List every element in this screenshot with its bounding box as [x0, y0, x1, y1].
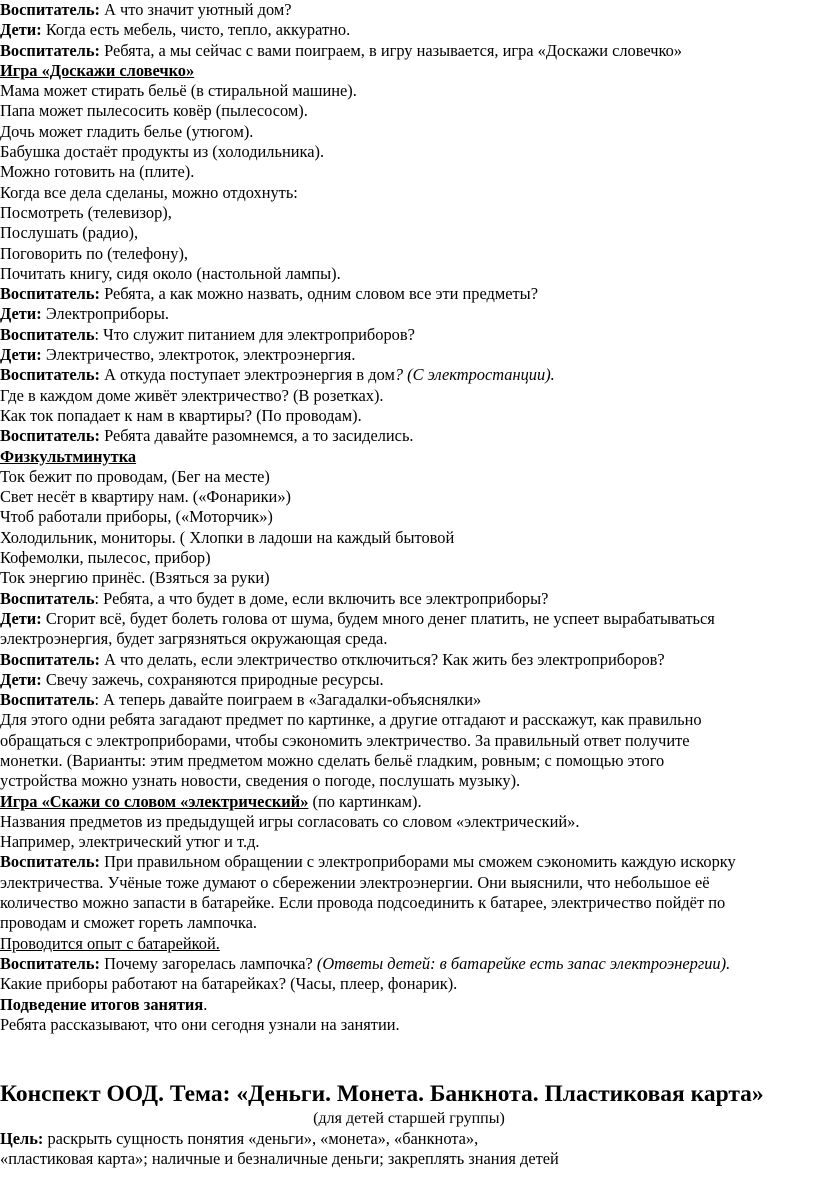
dialogue-line: [0, 690, 816, 710]
text-line: Где в каждом доме живёт электричество? (В розетках).: [0, 385, 384, 405]
verse-line: Ток бежит по проводам, (Бег на месте): [0, 466, 270, 486]
dialogue-text: При правильном обращении с электроприборами мы сможем сэкономить каждую искорку: [99, 852, 736, 872]
dialogue-text: Электричество, электроток, электроэнергия.: [41, 345, 356, 365]
dialogue-text: Электроприборы.: [41, 304, 169, 324]
verse-line: Свет несёт в квартиру нам. («Фонарики»): [0, 487, 291, 507]
dialogue-text: Свечу зажечь, сохраняются природные ресурсы.: [41, 669, 384, 689]
game-heading-line: [0, 792, 816, 812]
verse-line: Кофемолки, пылесос, прибор): [0, 548, 211, 568]
game-line: Папа может пылесосить ковёр (пылесосом).: [0, 101, 308, 121]
game-title: Игра «Доскажи словечко»: [0, 60, 195, 80]
dialogue-text: : А теперь давайте поиграем в «Загадалки-объяснялки»: [94, 690, 482, 710]
game-note: (по картинкам).: [308, 791, 422, 811]
speaker-label: Воспитатель: [0, 588, 95, 608]
dialogue-text: Ребята, а мы сейчас с вами поиграем, в игру называется, игра «Доскажи словечко»: [99, 40, 683, 60]
dialogue-line: [0, 954, 816, 974]
speaker-label: Дети:: [0, 20, 42, 40]
dialogue-text: А откуда поступает электроэнергия в дом: [99, 365, 395, 385]
dialogue-line: [0, 365, 816, 385]
game-line: Например, электрический утюг и т.д.: [0, 832, 260, 852]
dialogue-line: [0, 284, 816, 304]
speaker-label: Воспитатель:: [0, 365, 100, 385]
dialogue-text: Ребята давайте разомнемся, а то засиделись.: [99, 426, 414, 446]
dialogue-line: [0, 345, 816, 365]
dialogue-text: Когда есть мебель, чисто, тепло, аккуратно.: [41, 20, 351, 40]
verse-line: Чтоб работали приборы, («Моторчик»): [0, 507, 273, 527]
speaker-label: Воспитатель:: [0, 284, 100, 304]
italic-answer: (Ответы детей: в батарейке есть запас электроэнергии).: [316, 953, 731, 973]
speaker-label: Воспитатель: [0, 690, 95, 710]
goal-line: [0, 1129, 816, 1149]
dialogue-line: [0, 41, 816, 61]
paragraph-line: обращаться с электроприборами, чтобы сэкономить электричество. За правильный ответ получите: [0, 730, 690, 750]
game-line: Дочь может гладить белье (утюгом).: [0, 121, 254, 141]
dialogue-text: Сгорит всё, будет болеть голова от шума, будем много денег платить, не успеет вырабатываться: [41, 608, 715, 628]
speaker-label: Воспитатель:: [0, 953, 100, 973]
dialogue-text: А что делать, если электричество отключиться? Как жить без электроприборов?: [99, 649, 665, 669]
paragraph-line: монетки. (Варианты: этим предметом можно сделать бельё гладким, ровным; с помощью этого: [0, 750, 665, 770]
game-line: Послушать (радио),: [0, 223, 139, 243]
goal-line-2: «пластиковая карта»; наличные и безналичные деньги; закреплять знания детей: [0, 1149, 559, 1169]
speaker-label: Воспитатель:: [0, 852, 100, 872]
speaker-label: Воспитатель:: [0, 426, 100, 446]
dialogue-line: [0, 426, 816, 446]
game-line: Можно готовить на (плите).: [0, 162, 195, 182]
dialogue-line: [0, 20, 816, 40]
text-line: электроэнергия, будет загрязняться окружающая среда.: [0, 629, 388, 649]
game-title: Игра «Скажи со словом «электрический»: [0, 791, 309, 811]
spacer: [0, 1035, 816, 1075]
italic-answer: ? (С электростанции).: [394, 365, 555, 385]
summary-period: .: [203, 994, 208, 1014]
text-line: Как ток попадает к нам в квартиры? (По проводам).: [0, 405, 362, 425]
dialogue-text: А что значит уютный дом?: [99, 0, 292, 19]
paragraph-line: Для этого одни ребята загадают предмет по картинке, а другие отгадают и расскажут, как правильно: [0, 710, 702, 730]
summary-title: Подведение итогов занятия: [0, 994, 204, 1014]
dialogue-text: : Что служит питанием для электроприборов?: [94, 324, 415, 344]
dialogue-line: [0, 609, 816, 629]
dialogue-text: : Ребята, а что будет в доме, если включить все электроприборы?: [94, 588, 549, 608]
dialogue-line: [0, 670, 816, 690]
game-line: Бабушка достаёт продукты из (холодильника).: [0, 142, 325, 162]
speaker-label: Дети:: [0, 669, 42, 689]
experiment-line: Проводится опыт с батарейкой.: [0, 933, 220, 953]
game-line: Названия предметов из предыдущей игры согласовать со словом «электрический».: [0, 811, 580, 831]
speaker-label: Воспитатель: [0, 324, 95, 344]
goal-text: раскрыть сущность понятия «деньги», «монета», «банкнота»,: [43, 1129, 479, 1149]
paragraph-line: электричества. Учёные тоже думают о сбережении электроэнергии. Они выяснили, что небольшое её: [0, 872, 710, 892]
dialogue-text: Ребята, а как можно назвать, одним словом все эти предметы?: [99, 284, 538, 304]
dialogue-line: [0, 852, 816, 872]
dialogue-line: [0, 589, 816, 609]
dialogue-line: [0, 304, 816, 324]
speaker-label: Воспитатель:: [0, 40, 100, 60]
paragraph-line: количество можно запасти в батарейке. Если провода подсоединить к батарее, электричество пойдёт по: [0, 893, 726, 913]
dialogue-line: [0, 0, 816, 20]
speaker-label: Дети:: [0, 345, 42, 365]
section-title: Физкультминутка: [0, 446, 137, 466]
game-line: Поговорить по (телефону),: [0, 243, 189, 263]
speaker-label: Дети:: [0, 608, 42, 628]
game-line: Мама может стирать бельё (в стиральной машине).: [0, 81, 357, 101]
verse-line: Ток энергию принёс. (Взяться за руки): [0, 568, 270, 588]
speaker-label: Воспитатель:: [0, 649, 100, 669]
game-line: Посмотреть (телевизор),: [0, 202, 172, 222]
subheading: (для детей старшей группы): [313, 1110, 505, 1128]
speaker-label: Воспитатель:: [0, 0, 100, 19]
dialogue-line: [0, 650, 816, 670]
verse-line: Холодильник, мониторы. ( Хлопки в ладоши на каждый бытовой: [0, 527, 455, 547]
summary-line: [0, 995, 816, 1015]
paragraph-line: устройства можно узнать новости, сведения о погоде, послушать музыку).: [0, 771, 521, 791]
game-line: Почитать книгу, сидя около (настольной лампы).: [0, 263, 341, 283]
text-line: Какие приборы работают на батарейках? (Часы, плеер, фонарик).: [0, 974, 458, 994]
dialogue-text: Почему загорелась лампочка?: [99, 953, 317, 973]
text-line: Ребята рассказывают, что они сегодня узнали на занятии.: [0, 1014, 400, 1034]
paragraph-line: проводам и сможет гореть лампочка.: [0, 913, 257, 933]
game-line: Когда все дела сделаны, можно отдохнуть:: [0, 182, 298, 202]
goal-label: Цель:: [0, 1129, 44, 1149]
page-heading: Конспект ООД. Тема: «Деньги. Монета. Банкнота. Пластиковая карта»: [0, 1081, 764, 1108]
speaker-label: Дети:: [0, 304, 42, 324]
dialogue-line: [0, 325, 816, 345]
